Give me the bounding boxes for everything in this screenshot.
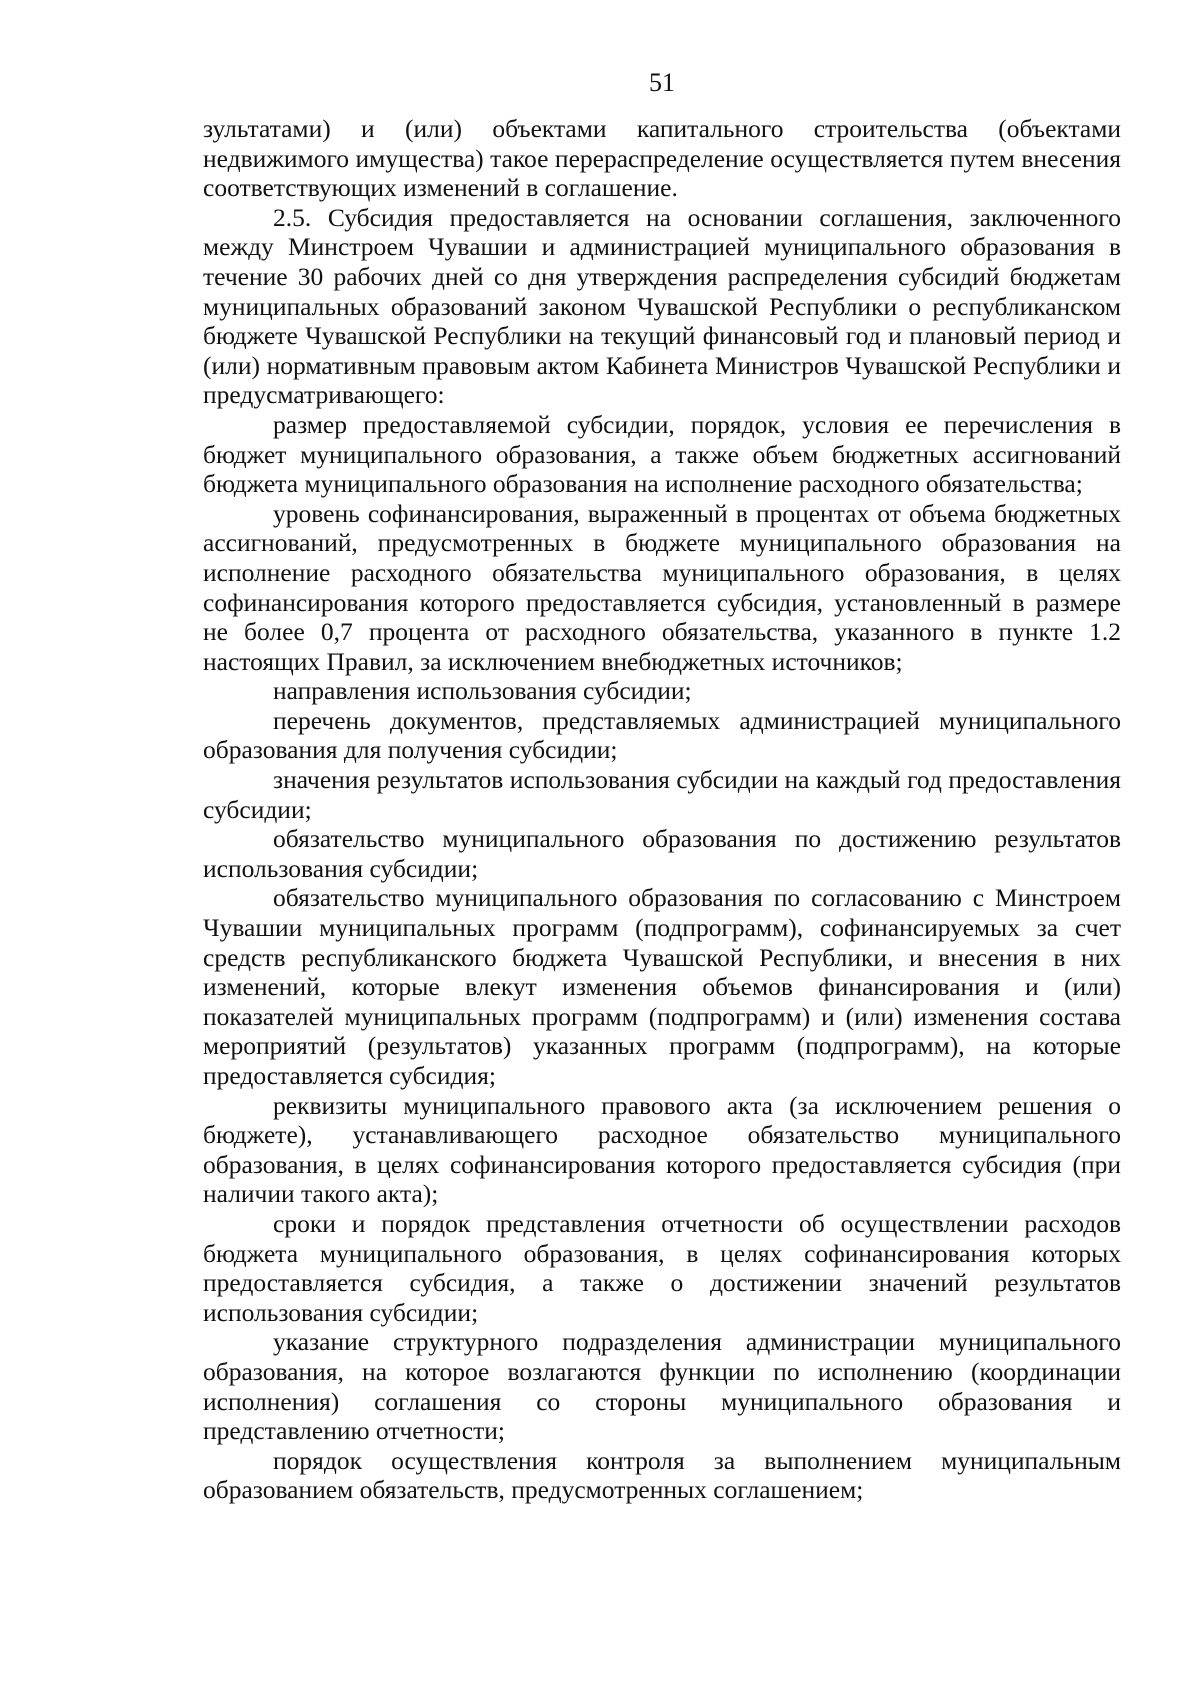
paragraph-usage-directions: направления использования субсидии; <box>273 676 692 706</box>
page-number: 51 <box>649 68 675 97</box>
paragraph-legal-act-details: реквизиты муниципального правового акта (за исключением решения о бюджете), устанавливающего расходное обязательство муниципального образования, в целях софинансирования которого предоставляется субсидия (при наличии такого акта); <box>203 1090 1121 1209</box>
paragraph-reporting-terms: сроки и порядок представления отчетности об осуществлении расходов бюджета муниципального образования, в целях софинансирования которых предоставляется субсидия, а также о достижении значений результатов использования субсидии; <box>203 1208 1121 1327</box>
paragraph-cofinancing-level: уровень софинансирования, выраженный в процентах от объема бюджетных ассигнований, предусмотренных в бюджете муниципального образования на исполнение расходного обязательства муниципального образования, в целях софинансирования которого предоставляется субсидия, установленный в размере не более 0,7 процента от расходного обязательства, указанного в пункте 1.2 настоящих Правил, за исключением внебюджетных источников; <box>203 498 1121 676</box>
paragraph-result-values: значения результатов использования субсидии на каждый год предоставления субсидии; <box>203 765 1121 824</box>
paragraph-section-2-5: 2.5. Субсидия предоставляется на основании соглашения, заключенного между Минстроем Чувашии и администрацией муниципального образования в течение 30 рабочих дней со дня утверждения распределения субсидий бюджетам муниципальных образований законом Чувашской Республики о республиканском бюджете Чувашской Республики на текущий финансовый год и плановый период и (или) нормативным правовым актом Кабинета Министров Чувашской Республики и предусматривающего: <box>203 202 1121 410</box>
paragraph-programs-agreement: обязательство муниципального образования по согласованию с Минстроем Чувашии муниципальных программ (подпрограмм), софинансируемых за счет средств республиканского бюджета Чувашской Республики, и внесения в них изменений, которые влекут изменения объемов финансирования и (или) показателей муниципальных программ (подпрограмм) и (или) изменения состава мероприятий (результатов) указанных программ (подпрограмм), на которые предоставляется субсидия; <box>203 883 1121 1090</box>
paragraph-control-procedure: порядок осуществления контроля за выполнением муниципальным образованием обязательств, предусмотренных соглашением; <box>203 1445 1121 1505</box>
paragraph-continuation: зультатами) и (или) объектами капитального строительства (объектами недвижимого имущества) такое перераспределение осуществляется путем внесения соответствующих изменений в соглашение. <box>203 114 1121 203</box>
document-body <box>203 114 1121 1505</box>
paragraph-structural-unit: указание структурного подразделения администрации муниципального образования, на которое возлагаются функции по исполнению (координации исполнения) соглашения со стороны муниципального образования и представлению отчетности; <box>203 1327 1121 1446</box>
paragraph-documents-list: перечень документов, представляемых администрацией муниципального образования для получения субсидии; <box>203 705 1121 765</box>
paragraph-results-obligation: обязательство муниципального образования по достижению результатов использования субсидии; <box>203 824 1121 883</box>
paragraph-subsidy-size: размер предоставляемой субсидии, порядок, условия ее перечисления в бюджет муниципального образования, а также объем бюджетных ассигнований бюджета муниципального образования на исполнение расходного обязательства; <box>203 409 1121 499</box>
